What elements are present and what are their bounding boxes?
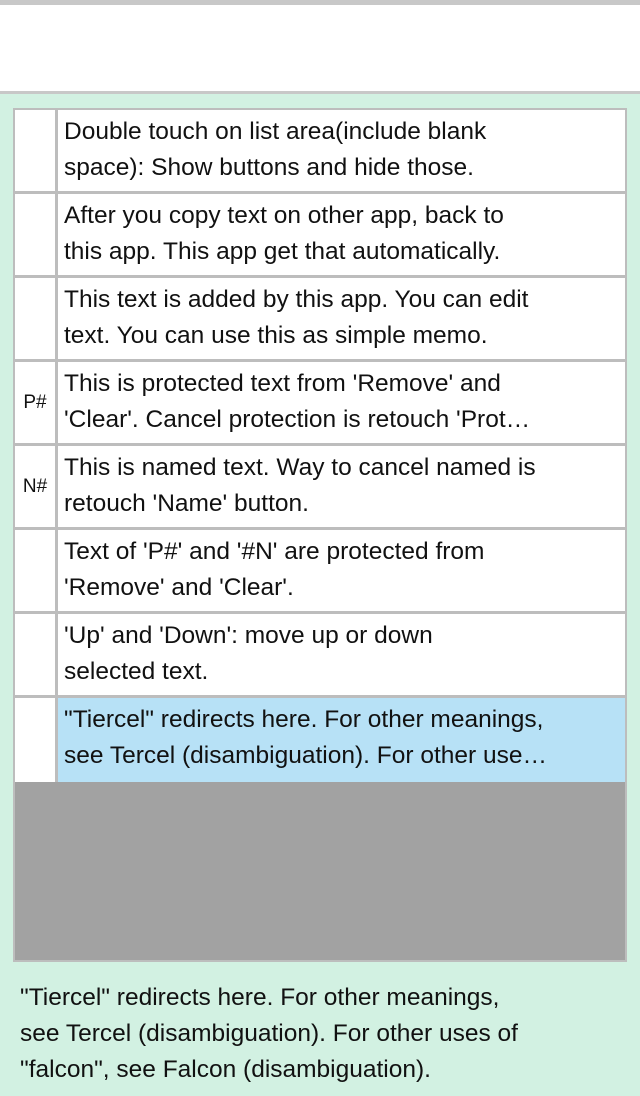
row-text [58,530,625,611]
row-text [58,446,625,527]
text-list [15,110,625,782]
selected-text-detail [20,980,620,1088]
row-text-line: this app. This app get that automatically. [64,238,501,265]
list-item[interactable] [15,278,625,362]
row-text [58,362,625,443]
list-item[interactable] [15,446,625,530]
row-text-line: text. You can use this as simple memo. [64,322,488,349]
row-text-line: "Tiercel" redirects here. For other meanings, [64,706,544,733]
detail-line: see Tercel (disambiguation). For other uses of [20,1020,518,1047]
list-item[interactable] [15,194,625,278]
list-item[interactable] [15,362,625,446]
row-text-line: Text of 'P#' and '#N' are protected from [64,538,485,565]
row-text-line: After you copy text on other app, back to [64,202,504,229]
row-text [58,614,625,695]
list-item[interactable] [15,614,625,698]
top-bar [0,0,640,94]
row-text-line: 'Remove' and 'Clear'. [64,574,294,601]
row-mark [15,530,58,611]
row-mark [15,110,58,191]
row-text [58,110,625,191]
row-text [58,194,625,275]
list-item[interactable] [15,110,625,194]
list-item[interactable] [15,530,625,614]
row-text-line: retouch 'Name' button. [64,490,309,517]
row-mark [15,698,58,782]
row-text [58,278,625,359]
row-text-line: This text is added by this app. You can edit [64,286,529,313]
row-mark [15,614,58,695]
protected-mark: P# [15,362,58,443]
row-text-line: This is named text. Way to cancel named is [64,454,536,481]
row-text-line: Double touch on list area(include blank [64,118,487,145]
detail-line: "Tiercel" redirects here. For other meanings, [20,984,500,1011]
selected-list-item[interactable] [15,698,625,782]
row-text-line: see Tercel (disambiguation). For other use… [64,742,547,769]
detail-line: "falcon", see Falcon (disambiguation). [20,1056,431,1083]
row-text-line: space): Show buttons and hide those. [64,154,474,181]
row-text-line: selected text. [64,658,209,685]
row-mark [15,194,58,275]
named-mark: N# [15,446,58,527]
row-text-line: 'Up' and 'Down': move up or down [64,622,433,649]
text-list-area[interactable] [13,108,627,962]
row-text-line: This is protected text from 'Remove' and [64,370,501,397]
row-mark [15,278,58,359]
row-text-line: 'Clear'. Cancel protection is retouch 'Prot… [64,406,531,433]
row-text [58,698,625,782]
